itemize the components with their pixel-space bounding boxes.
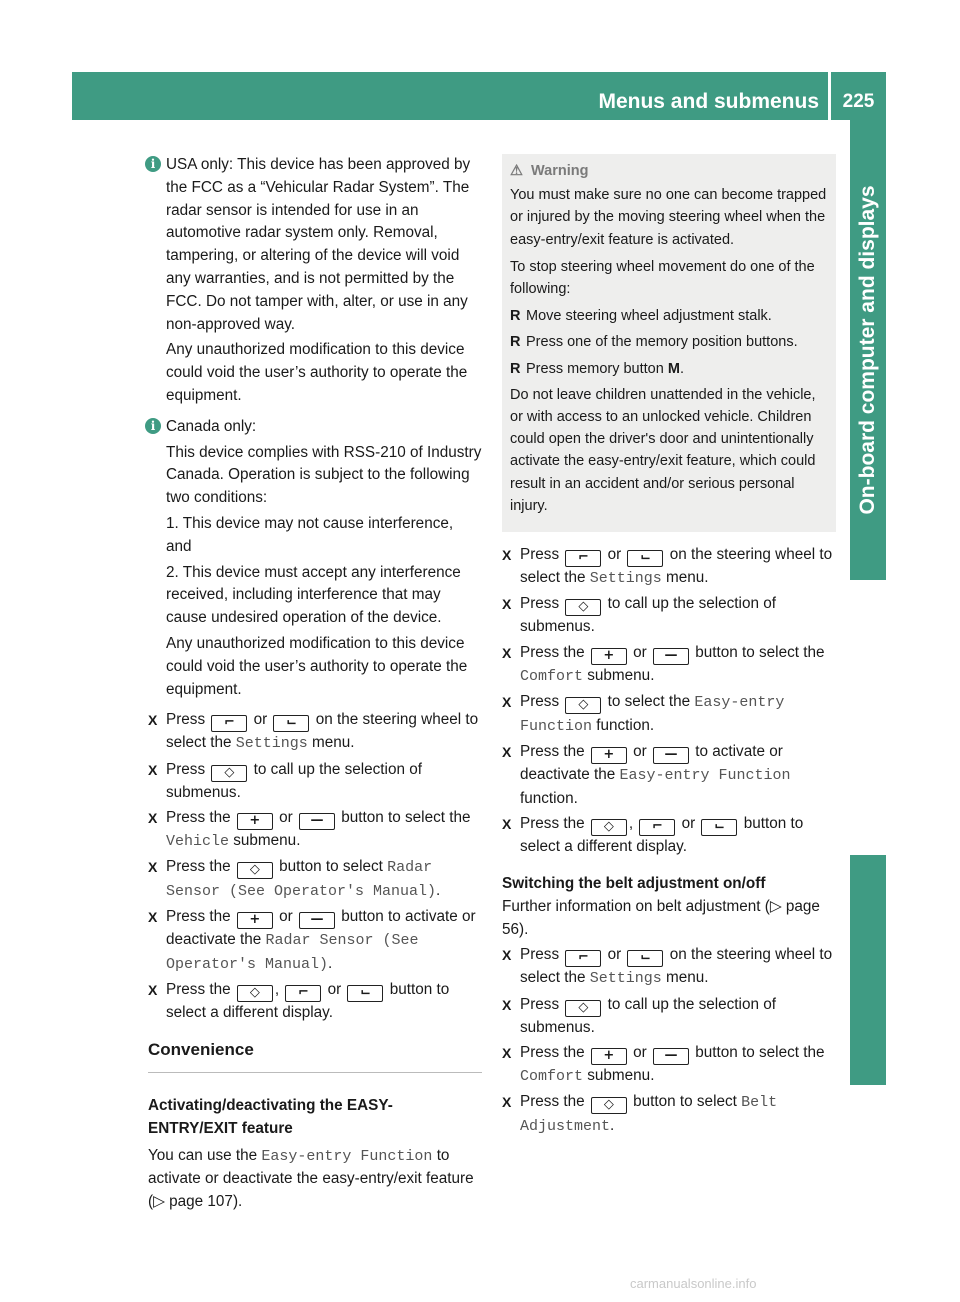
paragraph: Further information on belt adjustment (▷ page 56).	[502, 897, 820, 938]
step-marker-icon: X	[502, 693, 512, 710]
info-icon: i	[145, 156, 161, 172]
bullet-icon: R	[510, 360, 521, 377]
step: X Press ◇ to call up the selection of submenus.	[148, 760, 422, 801]
paragraph: You must make sure no one can become trapped or injured by the moving steering wheel when the easy-entry/exit feature is activated.	[510, 187, 827, 248]
bullet-icon: R	[510, 334, 521, 351]
minus-button-icon: —	[653, 747, 689, 764]
step-marker-icon: X	[502, 547, 512, 564]
step-marker-icon: X	[502, 744, 512, 761]
menu-button-icon: ◇	[237, 862, 273, 879]
step-marker-icon: X	[148, 982, 158, 999]
step: X Press ◇ to call up the selection of submenus.	[502, 595, 776, 636]
info-note-usa	[148, 154, 482, 408]
menu-button-icon: ◇	[211, 765, 247, 782]
info-note-canada	[148, 416, 482, 702]
minus-button-icon: —	[299, 912, 335, 929]
paragraph: Any unauthorized modification to this device could void the user’s authority to operate the equipment.	[166, 634, 468, 698]
chapter-marker	[850, 855, 886, 1085]
bullet-icon: R	[510, 308, 521, 325]
step-marker-icon: X	[502, 996, 512, 1013]
step-marker-icon: X	[502, 816, 512, 833]
step: X Press ⌐ or ⌙ on the steering wheel to select the Settings menu.	[502, 946, 833, 988]
info-icon: i	[145, 418, 161, 434]
paragraph: USA only: This device has been approved by the FCC as a “Vehicular Radar System”. The radar sensor is intended for use in an automotive radar system only. Removal, tampering, or altering of the device will void any warranties, and is not permitted by the FCC. Do not tamper with, alter, or use in any non-approved way.	[166, 156, 471, 333]
menu-button-icon: ◇	[237, 985, 273, 1002]
step: X Press the + or — to activate or deactivate the Easy-entry Function function.	[502, 743, 791, 807]
paragraph: Canada only:	[166, 417, 257, 435]
back-button-icon: ⌐	[639, 819, 675, 836]
step: X Press the + or — button to select the Comfort submenu.	[502, 1043, 825, 1085]
step: X Press the + or — button to select the Comfort submenu.	[502, 643, 825, 685]
warning-box	[502, 154, 836, 532]
back-button-icon: ⌐	[211, 715, 247, 732]
paragraph: Do not leave children unattended in the vehicle, or with access to an unlocked vehicle. Children could open the driver's door and unintentionally activate the easy-entry/exit feature, which could result in an accident and/or serious personal injury.	[510, 386, 816, 514]
plus-button-icon: +	[237, 813, 273, 830]
bullet-item: R Press one of the memory position buttons.	[510, 331, 828, 353]
plus-button-icon: +	[237, 912, 273, 929]
step: X Press ⌐ or ⌙ on the steering wheel to select the Settings menu.	[502, 546, 833, 588]
page-number: 225	[842, 91, 875, 112]
section-heading: Convenience	[148, 1039, 482, 1073]
step-marker-icon: X	[148, 809, 158, 826]
watermark-footer: carmanualsonline.info	[630, 1276, 757, 1291]
right-column	[502, 154, 836, 1141]
step: X Press ◇ to call up the selection of submenus.	[502, 995, 776, 1036]
step-marker-icon: X	[148, 712, 158, 729]
step-marker-icon: X	[502, 596, 512, 613]
paragraph: 2. This device must accept any interference received, including interference that may cause undesired operation of the device.	[166, 563, 461, 627]
paragraph: Any unauthorized modification to this device could void the user’s authority to operate the equipment.	[166, 341, 468, 404]
plus-button-icon: +	[591, 747, 627, 764]
warning-title: ⚠ Warning	[510, 160, 828, 182]
paragraph: You can use the Easy-entry Function to activate or deactivate the easy-entry/exit feature (▷ page 107).	[148, 1146, 474, 1211]
minus-button-icon: —	[653, 648, 689, 665]
menu-button-icon: ◇	[565, 1000, 601, 1017]
forward-button-icon: ⌙	[701, 819, 737, 836]
back-button-icon: ⌐	[565, 950, 601, 967]
menu-button-icon: ◇	[591, 819, 627, 836]
warning-icon: ⚠	[510, 163, 523, 179]
step: X Press the ◇ button to select Belt Adjustment.	[502, 1093, 778, 1135]
minus-button-icon: —	[299, 813, 335, 830]
step-marker-icon: X	[502, 1044, 512, 1061]
menu-button-icon: ◇	[591, 1097, 627, 1114]
bullet-item: R Press memory button M.	[510, 358, 828, 380]
section-title: Menus and submenus	[598, 90, 819, 113]
minus-button-icon: —	[653, 1048, 689, 1065]
step-marker-icon: X	[148, 761, 158, 778]
plus-button-icon: +	[591, 1048, 627, 1065]
forward-button-icon: ⌙	[627, 950, 663, 967]
paragraph: 1. This device may not cause interference, and	[166, 514, 454, 555]
step-marker-icon: X	[148, 909, 158, 926]
step: X Press ⌐ or ⌙ on the steering wheel to select the Settings menu.	[148, 711, 479, 753]
chapter-title: On-board computer and displays	[856, 185, 879, 515]
left-column	[148, 154, 482, 1214]
header-bar	[72, 72, 886, 120]
subsection-heading: Switching the belt adjustment on/off	[502, 874, 766, 892]
step-marker-icon: X	[502, 947, 512, 964]
step: X Press the + or — button to activate or deactivate the Radar Sensor (See Operator's Manual).	[148, 908, 476, 974]
step: X Press the + or — button to select the Vehicle submenu.	[148, 808, 471, 850]
forward-button-icon: ⌙	[273, 715, 309, 732]
bullet-item: R Move steering wheel adjustment stalk.	[510, 305, 828, 327]
back-button-icon: ⌐	[285, 985, 321, 1002]
subsection-heading: Activating/deactivating the EASY-ENTRY/EXIT feature	[148, 1097, 393, 1137]
forward-button-icon: ⌙	[627, 550, 663, 567]
step: X Press the ◇ , ⌐ or ⌙ button to select a different display.	[502, 815, 804, 856]
page-reference-link[interactable]: ▷ page 56	[502, 897, 820, 938]
back-button-icon: ⌐	[565, 550, 601, 567]
menu-button-icon: ◇	[565, 697, 601, 714]
paragraph: This device complies with RSS-210 of Industry Canada. Operation is subject to the following two conditions:	[166, 443, 482, 507]
page-reference-link[interactable]: ▷ page 107	[153, 1193, 233, 1211]
step: X Press the ◇ , ⌐ or ⌙ button to select a different display.	[148, 981, 450, 1022]
forward-button-icon: ⌙	[347, 985, 383, 1002]
step-marker-icon: X	[502, 644, 512, 661]
step-marker-icon: X	[148, 859, 158, 876]
paragraph: To stop steering wheel movement do one of the following:	[510, 258, 815, 298]
step: X Press ◇ to select the Easy-entry Function function.	[502, 692, 785, 735]
menu-button-icon: ◇	[565, 599, 601, 616]
step: X Press the ◇ button to select Radar Sensor (See Operator's Manual).	[148, 858, 441, 901]
plus-button-icon: +	[591, 648, 627, 665]
step-marker-icon: X	[502, 1094, 512, 1111]
